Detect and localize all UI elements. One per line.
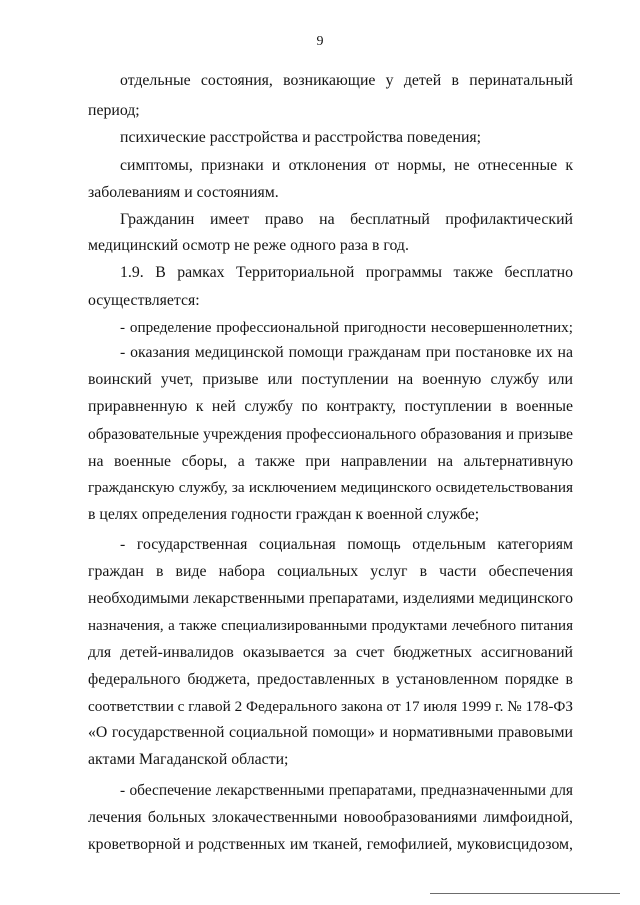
text-line: «О государственной социальной помощи» и нормативными правовыми bbox=[88, 724, 573, 741]
text-line: - государственная социальная помощь отдельным категориям bbox=[120, 536, 573, 553]
text-line: на военные сборы, а также при направлении на альтернативную bbox=[88, 453, 573, 470]
text-line: гражданскую службу, за исключением медицинского освидетельствования bbox=[88, 479, 573, 496]
text-line: - обеспечение лекарственными препаратами, предназначенными для bbox=[120, 782, 573, 799]
text-line: медицинский осмотр не реже одного раза в год. bbox=[88, 237, 409, 254]
text-line: образовательные учреждения профессионального образования и призыве bbox=[88, 426, 573, 443]
text-line: заболеваниям и состояниям. bbox=[88, 184, 279, 201]
text-line: период; bbox=[88, 102, 140, 119]
text-line: лечения больных злокачественными новообразованиями лимфоидной, bbox=[88, 809, 573, 826]
text-line: отдельные состояния, возникающие у детей в перинатальный bbox=[120, 72, 573, 89]
text-line: 1.9. В рамках Территориальной программы также бесплатно bbox=[120, 264, 573, 281]
text-line: воинский учет, призыве или поступлении на военную службу или bbox=[88, 371, 573, 388]
text-line: граждан в виде набора социальных услуг в части обеспечения bbox=[88, 563, 573, 580]
text-line: психические расстройства и расстройства поведения; bbox=[120, 129, 482, 146]
text-line: Гражданин имеет право на бесплатный профилактический bbox=[120, 211, 573, 228]
text-line: - определение профессиональной пригодности несовершеннолетних; bbox=[120, 319, 573, 336]
text-line: кроветворной и родственных им тканей, гемофилией, муковисцидозом, bbox=[88, 836, 573, 853]
text-line: в целях определения годности граждан к военной службе; bbox=[88, 506, 480, 523]
text-line: - оказания медицинской помощи гражданам при постановке их на bbox=[120, 344, 573, 361]
text-line: необходимыми лекарственными препаратами, изделиями медицинского bbox=[88, 590, 573, 607]
text-line: соответствии с главой 2 Федерального закона от 17 июля 1999 г. № 178-ФЗ bbox=[88, 698, 573, 715]
text-line: федерального бюджета, предоставленных в установленном порядке в bbox=[88, 671, 573, 688]
text-line: осуществляется: bbox=[88, 292, 200, 309]
text-line: симптомы, признаки и отклонения от нормы, не отнесенные к bbox=[120, 157, 573, 174]
scan-edge-line bbox=[430, 893, 620, 894]
page-number: 9 bbox=[316, 34, 324, 49]
text-line: актами Магаданской области; bbox=[88, 751, 289, 768]
text-line: для детей-инвалидов оказывается за счет бюджетных ассигнований bbox=[88, 644, 573, 661]
text-line: назначения, а также специализированными продуктами лечебного питания bbox=[88, 618, 573, 634]
text-line: приравненную к ней службу по контракту, поступлении в военные bbox=[88, 398, 573, 415]
